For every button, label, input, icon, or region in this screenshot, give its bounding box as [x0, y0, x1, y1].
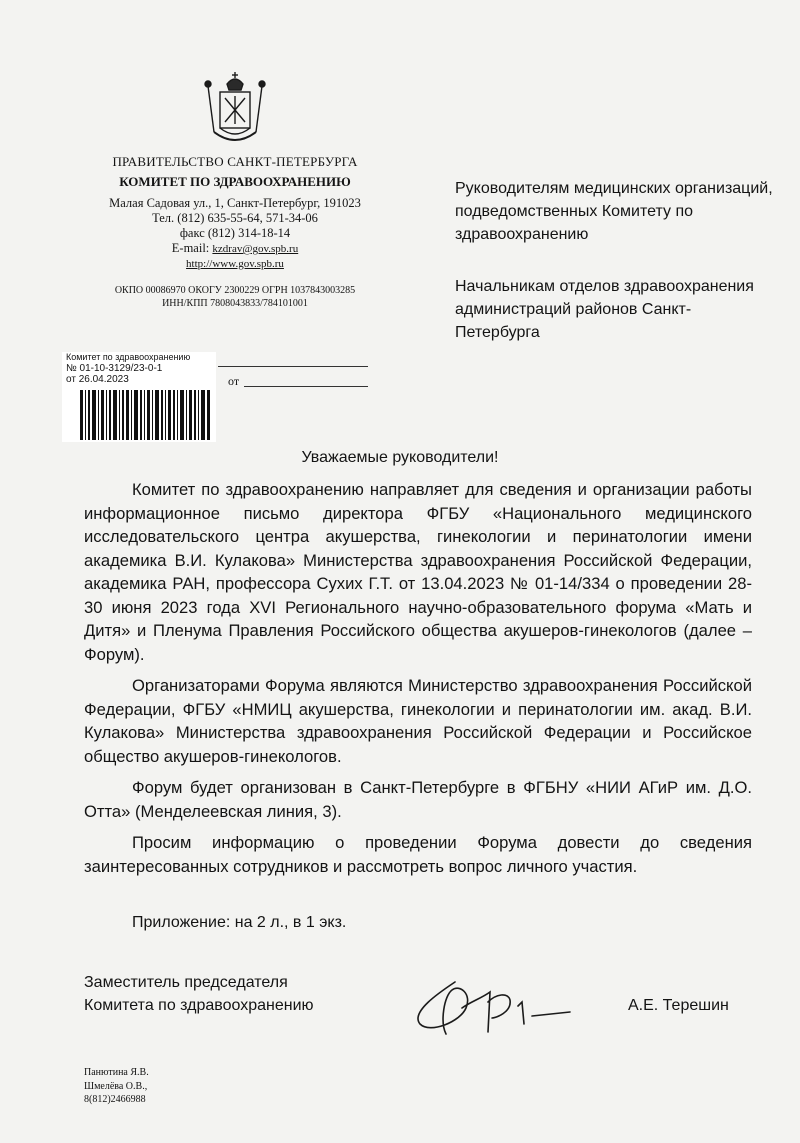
paragraph-request: Просим информацию о проведении Форума довести до сведения заинтересованных сотрудников и рассмотреть вопрос личного участия. — [84, 833, 752, 876]
executor-2: Шмелёва О.В., — [84, 1080, 148, 1092]
email-line — [80, 241, 390, 257]
phone: Тел. (812) 635-55-64, 571-34-06 — [152, 211, 318, 225]
executor-1: Панютина Я.В. — [84, 1067, 149, 1078]
barcode-icon — [80, 390, 210, 440]
email-label: E-mail: — [171, 241, 210, 255]
executor-phone: 8(812)2466988 — [84, 1094, 146, 1105]
address: Малая Садовая ул., 1, Санкт-Петербург, 191023 — [109, 196, 361, 210]
email-link[interactable]: kzdrav@gov.spb.ru — [212, 243, 299, 255]
registration-codes — [80, 284, 390, 310]
codes-line-1: ОКПО 00086970 ОКОГУ 2300229 ОГРН 1037843003285 — [114, 285, 356, 296]
contact-block — [80, 196, 390, 272]
recipient-district-departments: Начальникам отделов здравоохранения администраций районов Санкт-Петербурга — [455, 278, 754, 341]
reference-date-line — [244, 386, 368, 387]
signatory-title-line-2: Комитета по здравоохранению — [84, 997, 314, 1014]
letterhead — [80, 70, 390, 310]
codes-line-2: ИНН/КПП 7808043833/784101001 — [162, 298, 308, 309]
signatory-title — [84, 971, 314, 1017]
fax: факс (812) 314-18-14 — [179, 226, 291, 240]
reference-from-label: от — [228, 374, 240, 388]
paragraph-intro: Комитет по здравоохранению направляет для сведения и организации работы информационное письмо директора ФГБУ «Национального медицинского исследовательского центра акушерства, гинекологии и перинатологии имени академика В.И. Кулакова» Министерства здравоохранения Российской Федерации, академика РАН, профессора Сухих Г.Т. от 13.04.2023 № 01-14/334 о проведении 28-30 июня 2023 года XVI Регионального научно-образовательного форума «Мать и Дитя» и Пленума Правления Российского общества акушеров-гинекологов (далее – Форум). — [84, 480, 752, 664]
paragraph-venue: Форум будет организован в Санкт-Петербурге в ФГБНУ «НИИ АГиР им. Д.О. Отта» (Менделеевская линия, 3). — [84, 778, 752, 821]
letter-body — [84, 478, 752, 886]
handwritten-signature — [400, 972, 580, 1042]
signatory-name: А.Е. Терешин — [628, 997, 729, 1014]
registration-stamp — [62, 352, 216, 442]
stamp-date: от 26.04.2023 — [66, 374, 129, 385]
committee-name: КОМИТЕТ ПО ЗДРАВООХРАНЕНИЮ — [119, 174, 351, 189]
stamp-number: № 01-10-3129/23-0-1 — [66, 363, 163, 374]
coat-of-arms-icon — [200, 70, 270, 148]
signatory-title-line-1: Заместитель председателя — [84, 974, 288, 991]
paragraph-organizers: Организаторами Форума являются Министерство здравоохранения Российской Федерации, ФГБУ «НМИЦ акушерства, гинекологии и перинатологии им. акад. В.И. Кулакова» Министерства здравоохранения Российской Федерации и Российское общество акушеров-гинекологов. — [84, 676, 752, 766]
executors — [84, 1066, 149, 1107]
website-link[interactable]: http://www.gov.spb.ru — [186, 258, 284, 270]
registration-number-line — [218, 366, 368, 367]
salutation: Уважаемые руководители! — [301, 449, 499, 466]
stamp-org: Комитет по здравоохранению — [66, 352, 191, 362]
recipient-medical-organizations: Руководителям медицинских организаций, подведомственных Комитету по здравоохранению — [455, 180, 773, 243]
government-name: ПРАВИТЕЛЬСТВО САНКТ-ПЕТЕРБУРГА — [112, 154, 358, 169]
attachment-note: Приложение: на 2 л., в 1 экз. — [132, 914, 347, 931]
